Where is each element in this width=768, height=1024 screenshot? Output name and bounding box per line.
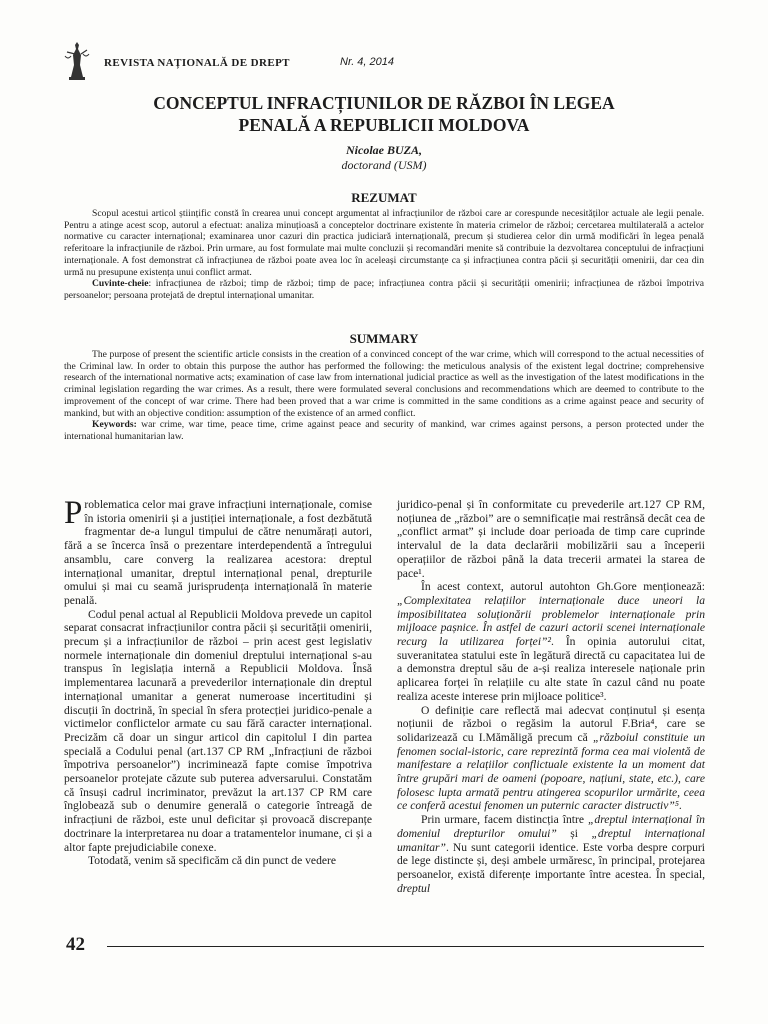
distinction-part-2: și	[556, 826, 592, 840]
distinction-part-3: . Nu sunt categorii identice. Este vorba despre corpuri de lege distincte și, deși ambele urmăresc, în principal, protejarea persoanelor, există diferențe importante între acestea. În special,	[397, 840, 705, 881]
body-paragraph-gore	[397, 580, 705, 703]
body-left-column	[64, 495, 372, 868]
body-paragraph-1	[64, 495, 372, 608]
distinction-part-1: Prin urmare, facem distincția între	[421, 813, 588, 827]
justice-statue-logo-icon	[64, 40, 90, 80]
article-title-line-2: PENALĂ A REPUBLICII MOLDOVA	[238, 115, 530, 135]
body-paragraph-3: Totodată, venim să specificăm că din punct de vedere	[88, 854, 337, 868]
body-paragraph-1-text: roblematica celor mai grave infracțiuni internaționale, comise în istoria omenirii și a justiției internaționale, a fost dezbătută fragmentar de-a lungul timpului de către nenumărați autori, fără a se încerca însă o prezentare interdependentă a întregului ansamblu, care converg la realizarea acestora: dreptul internațional umanitar, dreptul internațional penal, drepturile omului și mai cu seamă jurisprudența internațională în materie penală.	[64, 498, 372, 607]
gore-commentary: . În opinia autorului citat, suveranitatea statului este în legătură directă cu capacitatea lui de a demonstra dreptul său de a-și realiza interesele naționale prin aplicarea forței în relațiile cu alte state în cazul când nu poate realiza aceste interese prin mijloace politice³.	[397, 635, 705, 703]
summary-keywords-list: war crime, war time, peace time, crime against peace and security of mankind, war crimes against persons, a person protected under the international humanitarian law.	[64, 419, 704, 442]
rezumat-heading: REZUMAT	[351, 190, 417, 205]
distinction-part-4: dreptul	[397, 881, 431, 895]
rezumat-abstract	[64, 208, 704, 302]
rezumat-text: Scopul acestui articol științific constă în crearea unui concept argumentat al infracțiunilor de război care ar corespunde necesităților actuale ale legii penale. Pentru a atinge acest scop, autorul a efectuat: analiza minuțioasă a conceptelor doctrinare existente în materia crimelor de război; cercetarea multilaterală a actelor normative cu caracter internațional; examinarea unor cazuri din practica judiciară internațională, precum și studierea celor din urmă modificări în legea penală referitoare la infracțiunile de război. Prin urmare, au fost formulate mai multe concluzii și recomandări menite să contribuie la dezvoltarea conceptului de infracțiuni internaționale. A fost demonstrat că infracțiunea de război poate avea loc în aceleași circumstanțe ca și infracțiunea contra păcii și securității omenirii, dar cea din urmă nu presupune existența unui conflict armat.	[64, 208, 704, 278]
body-paragraph-distinction	[397, 813, 705, 895]
rezumat-keywords	[64, 278, 704, 301]
drop-cap: P	[64, 495, 83, 531]
body-paragraph-2: Codul penal actual al Republicii Moldova prevede un capitol separat consacrat infracțiunilor contra păcii și securității omenirii, precum și a infracțiunilor de război – prin acest gest legislativ normele internaționale din domeniul dreptului internațional s-au transpus în legislația internă a Republicii Moldova. Însă implementarea lacunară a prevederilor internaționale din dreptul internațional umanitar a generat numeroase incertitudini și discuții în doctrină, în special în sfera protecției juridico-penale a victimelor conflictelor armate cu sau fără caracter internațional. Precizăm că doar un singur articol din capitolul I din partea specială a Codului penal (art.137 CP RM „Infracțiuni de război împotriva persoanelor”) incriminează fapte comise împotriva persoanelor protejate căzute sub puterea adversarului. Constatăm că însuși cadrul incriminator, prevăzut la art.137 CP RM care înglobează sub o denumire generală o categorie întreagă de infracțiuni de război, este unul deficitar și provoacă discrepanțe doctrinare la interpretarea nu doar a tratamentelor inumane, ci și a altor fapte prejudiciabile conexe.	[64, 607, 372, 854]
gore-intro: În acest context, autorul autohton Gh.Gore menționează:	[421, 580, 705, 594]
journal-header	[64, 40, 704, 80]
author-affiliation: doctorand (USM)	[341, 158, 427, 172]
summary-heading: SUMMARY	[349, 331, 419, 346]
summary-keywords-label: Keywords:	[92, 419, 137, 431]
distinction-term-human-rights: „dreptul internațional în domeniul drepturilor omului”	[397, 813, 705, 840]
article-title	[84, 92, 684, 136]
rezumat-keywords-label: Cuvinte-cheie	[92, 278, 149, 290]
body-paragraph-continued: juridico-penal și în conformitate cu prevederile art.127 CP RM, noțiunea de „război” are o semnificație mai restrânsă decât cea de „conflict armat” și include doar perioada de timp care cuprinde intervalul de la data declarării mobilizării sau a începerii operațiilor de război până la data trecerii armatei la starea de pace¹.	[397, 498, 705, 580]
gore-quote: „Complexitatea relațiilor internaționale duce uneori la imposibilitatea soluționării problemelor internaționale prin mijloace pașnice. În astfel de cazuri actorii scenei internaționale recurg la utilizarea forței”²	[397, 593, 705, 649]
rezumat-keywords-list: : infracțiunea de război; timp de război; timp de pace; infracțiunea contra păcii și securității omenirii; infracțiunea de război împotriva persoanelor; persoana protejată de dreptul internațional umanitar.	[64, 278, 704, 301]
summary-text: The purpose of present the scientific article consists in the creation of a convinced concept of the war crime, which will correspond to the actual necessities of the Criminal law. In order to obtain this purpose the author has performed the following: the meticulous analysis of the existent legal doctrine; comprehensive research of the international normative acts; examination of case law from international judicial practice as well as the investigation of the latest modifications in the criminal legislation regarding the war crimes. As a result, there were formulated several conclusions and recommendations which are deemed to contribute to the improvement of the concept of war crime. There had been proved that a war crime is committed in the same conditions as a crime against peace and security of mankind, but with an objective condition: assumption of the existence of an armed conflict.	[64, 349, 704, 419]
author-name: Nicolae BUZA,	[346, 143, 422, 157]
page-number: 42	[66, 934, 85, 955]
summary-keywords	[64, 419, 704, 442]
distinction-term-humanitarian: „dreptul internațional umanitar”	[397, 826, 705, 854]
body-paragraph-definition	[397, 704, 705, 814]
journal-name: REVISTA NAȚIONALĂ DE DREPT	[104, 57, 290, 69]
definition-end: .	[678, 799, 682, 813]
body-right-column	[397, 498, 705, 895]
article-title-line-1: CONCEPTUL INFRACȚIUNILOR DE RĂZBOI ÎN LEGEA	[153, 93, 615, 113]
issue-number: Nr. 4, 2014	[340, 56, 395, 68]
definition-quote: „războiul constituie un fenomen social-istoric, care reprezintă forma cea mai violentă de manifestare a relațiilor conflictuale existente la un moment dat între grupări mari de oameni (popoare, națiuni, state, etc.), care folosesc lupta armată pentru atingerea scopurilor urmărite, ceea ce conferă acestui fenomen un puternic caracter distructiv”⁵	[397, 730, 705, 813]
summary-abstract	[64, 349, 704, 443]
footer-rule	[107, 946, 704, 947]
definition-intro: O definiție care reflectă mai adecvat conținutul și esența noțiunii de război o regăsim la autorul F.Bria⁴, care se solidarizează cu I.Mămăligă precum că	[397, 703, 705, 744]
